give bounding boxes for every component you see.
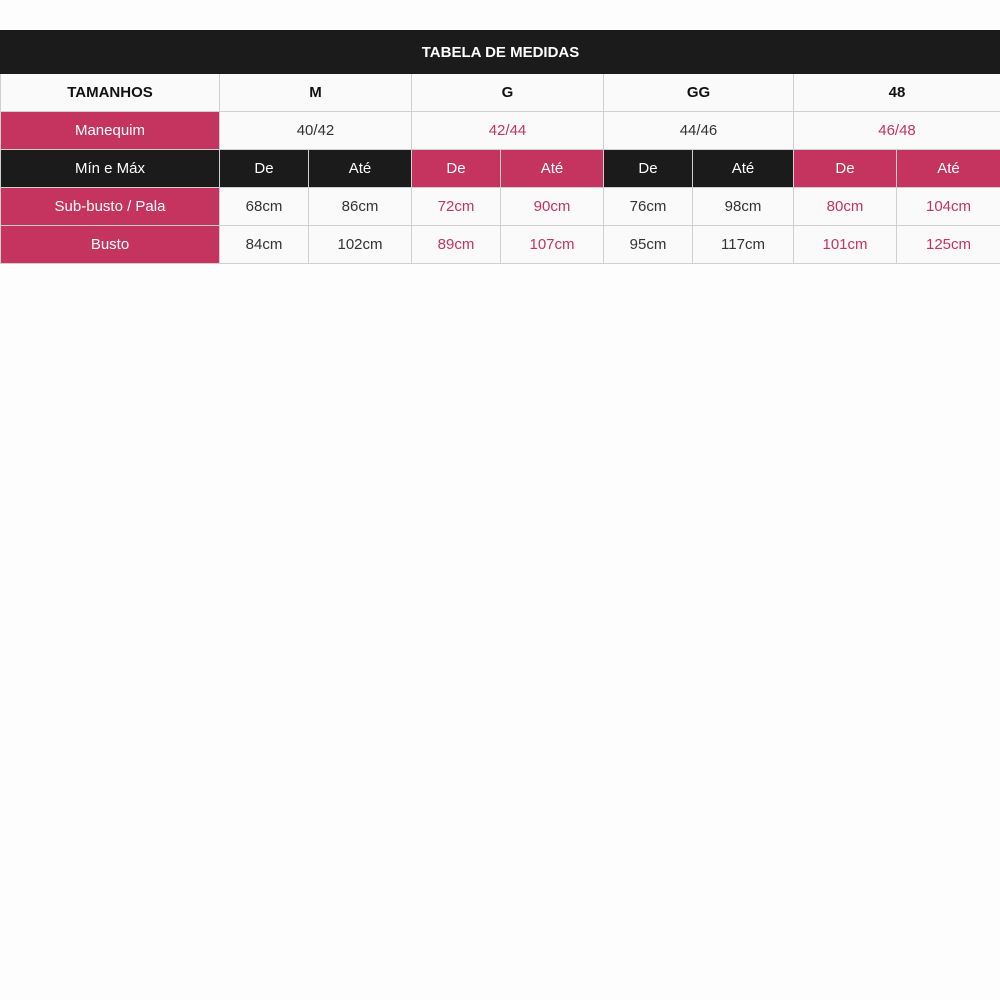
table-row <box>1 188 1000 226</box>
mannequin-row <box>1 112 1000 150</box>
table-title: TABELA DE MEDIDAS <box>1 31 1000 74</box>
table-cell: 90cm <box>501 188 604 226</box>
size-gg-header: GG <box>604 74 794 112</box>
table-cell: 117cm <box>693 226 794 264</box>
mannequin-value-gg: 44/46 <box>604 112 794 150</box>
minmax-label: Mín e Máx <box>1 150 220 188</box>
table-cell: 95cm <box>604 226 693 264</box>
size-g-header: G <box>412 74 604 112</box>
table-cell: 86cm <box>309 188 412 226</box>
minmax-to-m: Até <box>309 150 412 188</box>
mannequin-label: Manequim <box>1 112 220 150</box>
mannequin-value-48: 46/48 <box>794 112 1000 150</box>
table-cell: 125cm <box>897 226 1000 264</box>
minmax-from-g: De <box>412 150 501 188</box>
table-cell: 104cm <box>897 188 1000 226</box>
table-row <box>1 226 1000 264</box>
minmax-to-g: Até <box>501 150 604 188</box>
table-cell: 80cm <box>794 188 897 226</box>
table-cell: 76cm <box>604 188 693 226</box>
row-label-sub-busto: Sub-busto / Pala <box>1 188 220 226</box>
sizes-header-label: TAMANHOS <box>1 74 220 112</box>
mannequin-value-g: 42/44 <box>412 112 604 150</box>
table-cell: 102cm <box>309 226 412 264</box>
sizes-header-row <box>1 74 1000 112</box>
table-cell: 72cm <box>412 188 501 226</box>
table-cell: 68cm <box>220 188 309 226</box>
mannequin-value-m: 40/42 <box>220 112 412 150</box>
table-cell: 101cm <box>794 226 897 264</box>
table-title-row <box>1 31 1000 74</box>
minmax-to-48: Até <box>897 150 1000 188</box>
minmax-from-m: De <box>220 150 309 188</box>
minmax-from-48: De <box>794 150 897 188</box>
size-m-header: M <box>220 74 412 112</box>
table-cell: 107cm <box>501 226 604 264</box>
size-chart-table <box>0 30 1000 264</box>
minmax-to-gg: Até <box>693 150 794 188</box>
minmax-row <box>1 150 1000 188</box>
table-cell: 84cm <box>220 226 309 264</box>
minmax-from-gg: De <box>604 150 693 188</box>
row-label-busto: Busto <box>1 226 220 264</box>
table-cell: 98cm <box>693 188 794 226</box>
size-48-header: 48 <box>794 74 1000 112</box>
table-cell: 89cm <box>412 226 501 264</box>
